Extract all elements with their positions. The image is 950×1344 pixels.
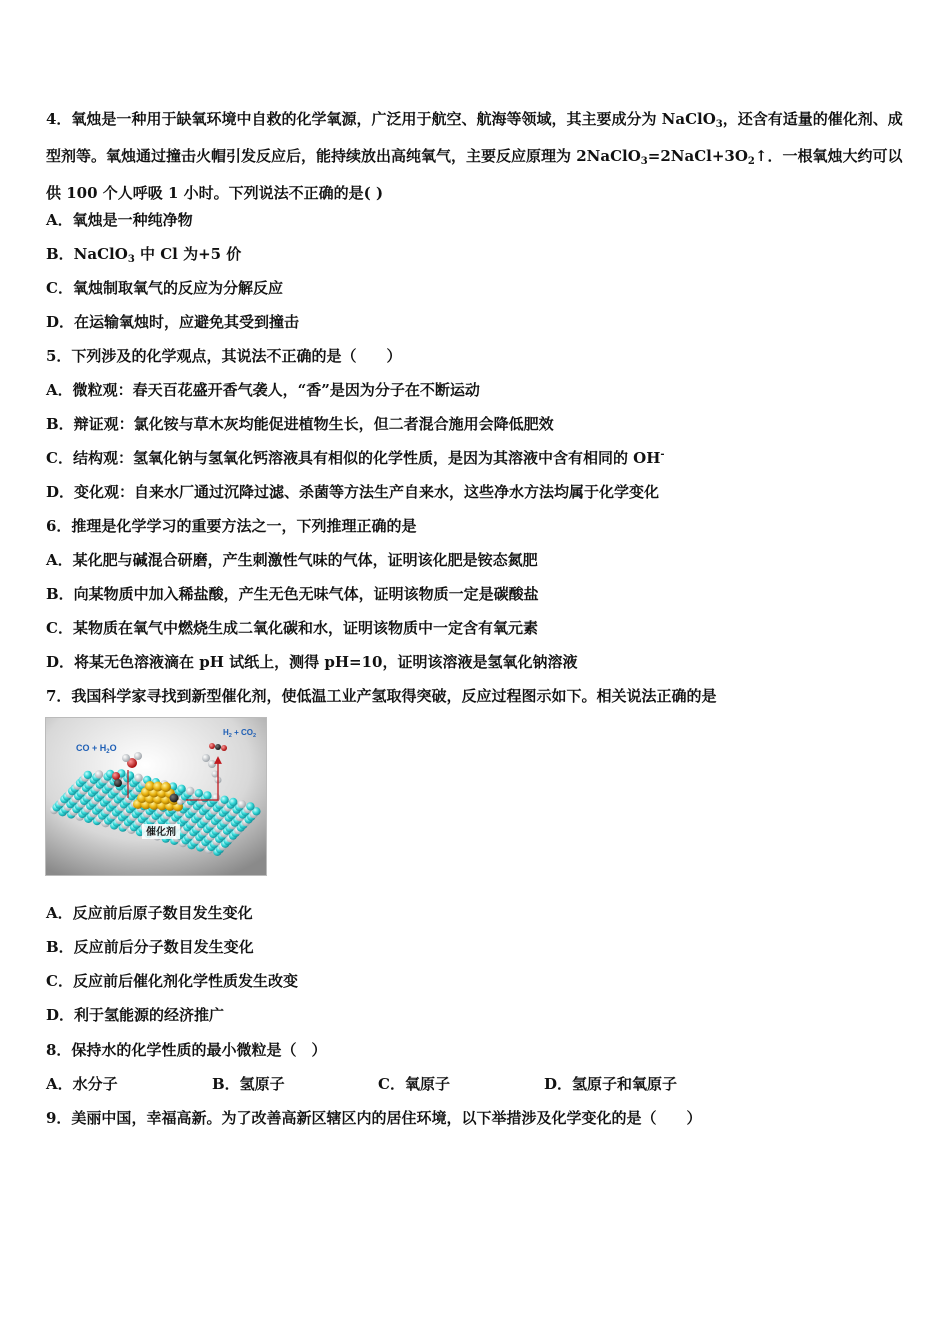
lattice-atom (195, 789, 203, 797)
lattice-atom (134, 774, 142, 782)
lattice-atom (220, 796, 228, 804)
q6-option-a: A．某化肥与碱混合研磨，产生刺激性气味的气体，证明该化肥是铵态氮肥 (46, 551, 538, 569)
question-6-stem: 6．推理是化学学习的重要方法之一，下列推理正确的是 (46, 517, 417, 535)
q8-option-d: D．氢原子和氧原子 (544, 1075, 678, 1093)
lattice-atom (238, 800, 246, 808)
q8-option-b: B．氢原子 (212, 1075, 285, 1093)
catalyst-label: 催化剂 (146, 827, 176, 838)
lattice-atom (229, 798, 237, 806)
q4-option-b: B．NaClO$_3$ 中 Cl 为+5 价 (46, 245, 242, 265)
gold-atom (161, 782, 171, 792)
q5-option-c: C．结构观：氢氧化钠与氢氧化钙溶液具有相似的化学性质，是因为其溶液中含有相同的 OH- (46, 449, 665, 467)
q5-option-a: A．微粒观：春天百花盛开香气袭人，“香”是因为分子在不断运动 (46, 381, 480, 399)
q8-option-c: C．氧原子 (378, 1075, 450, 1093)
q5-option-b: B．辩证观：氯化铵与草木灰均能促进植物生长，但二者混合施用会降低肥效 (46, 415, 554, 433)
q4-option-a: A．氧烛是一种纯净物 (46, 211, 193, 229)
q5-option-d: D．变化观：自来水厂通过沉降过滤、杀菌等方法生产自来水，这些净水方法均属于化学变化 (46, 483, 660, 501)
q6-option-b: B．向某物质中加入稀盐酸，产生无色无味气体，证明该物质一定是碳酸盐 (46, 585, 539, 603)
q8-options (46, 1074, 910, 1094)
q7-option-d: D．利于氢能源的经济推广 (46, 1006, 225, 1024)
q7-option-c: C．反应前后催化剂化学性质发生改变 (46, 972, 298, 990)
lattice-atom (203, 791, 211, 799)
products-label: $H_2 + CO_2$ (223, 728, 257, 739)
reactants-label: CO + $H_2O$ (76, 743, 117, 755)
lattice-atom (95, 770, 103, 778)
question-8-stem: 8．保持水的化学性质的最小微粒是（ ） (46, 1041, 327, 1059)
q6-option-d: D．将某无色溶液滴在 pH 试纸上，测得 pH=10，证明该溶液是氢氧化钠溶液 (46, 653, 578, 671)
question-7-stem: 7．我国科学家寻找到新型催化剂，使低温工业产氢取得突破，反应过程图示如下。相关说法正确的是 (46, 687, 717, 705)
lattice-atom (246, 802, 254, 810)
lattice-atom (126, 771, 134, 779)
question-9-stem: 9．美丽中国，幸福高新。为了改善高新区辖区内的居住环境，以下举措涉及化学变化的是（ ） (46, 1109, 702, 1127)
q6-option-c: C．某物质在氧气中燃烧生成二氧化碳和水，证明该物质中一定含有氧元素 (46, 619, 538, 637)
question-4-stem: 4．氧烛是一种用于缺氧环境中自救的化学氧源，广泛用于航空、航海等领域，其主要成分为 NaClO$_3$，还含有适量的催化剂、成型剂等。氧烛通过撞击火帽引发反应后，能持续放出高纯氧气，主要反应原理为 $2NaClO_3=2NaCl+3O_2↑$．一根氧烛大约可以供 100 个人呼吸 1 小时。下列说法不正确的是( ) (46, 110, 903, 202)
q7-option-b: B．反应前后分子数目发生变化 (46, 938, 254, 956)
q8-option-a: A．水分子 (46, 1075, 118, 1093)
lattice-atom (84, 771, 92, 779)
lattice-atom (177, 785, 185, 793)
lattice-atom (186, 787, 194, 795)
q4-option-d: D．在运输氧烛时，应避免其受到撞击 (46, 313, 300, 331)
q7-option-a: A．反应前后原子数目发生变化 (46, 904, 253, 922)
question-5-stem: 5．下列涉及的化学观点，其说法不正确的是（ ） (46, 347, 402, 365)
q4-option-c: C．氧烛制取氧气的反应为分解反应 (46, 279, 283, 297)
catalyst-reaction-figure (45, 717, 267, 876)
